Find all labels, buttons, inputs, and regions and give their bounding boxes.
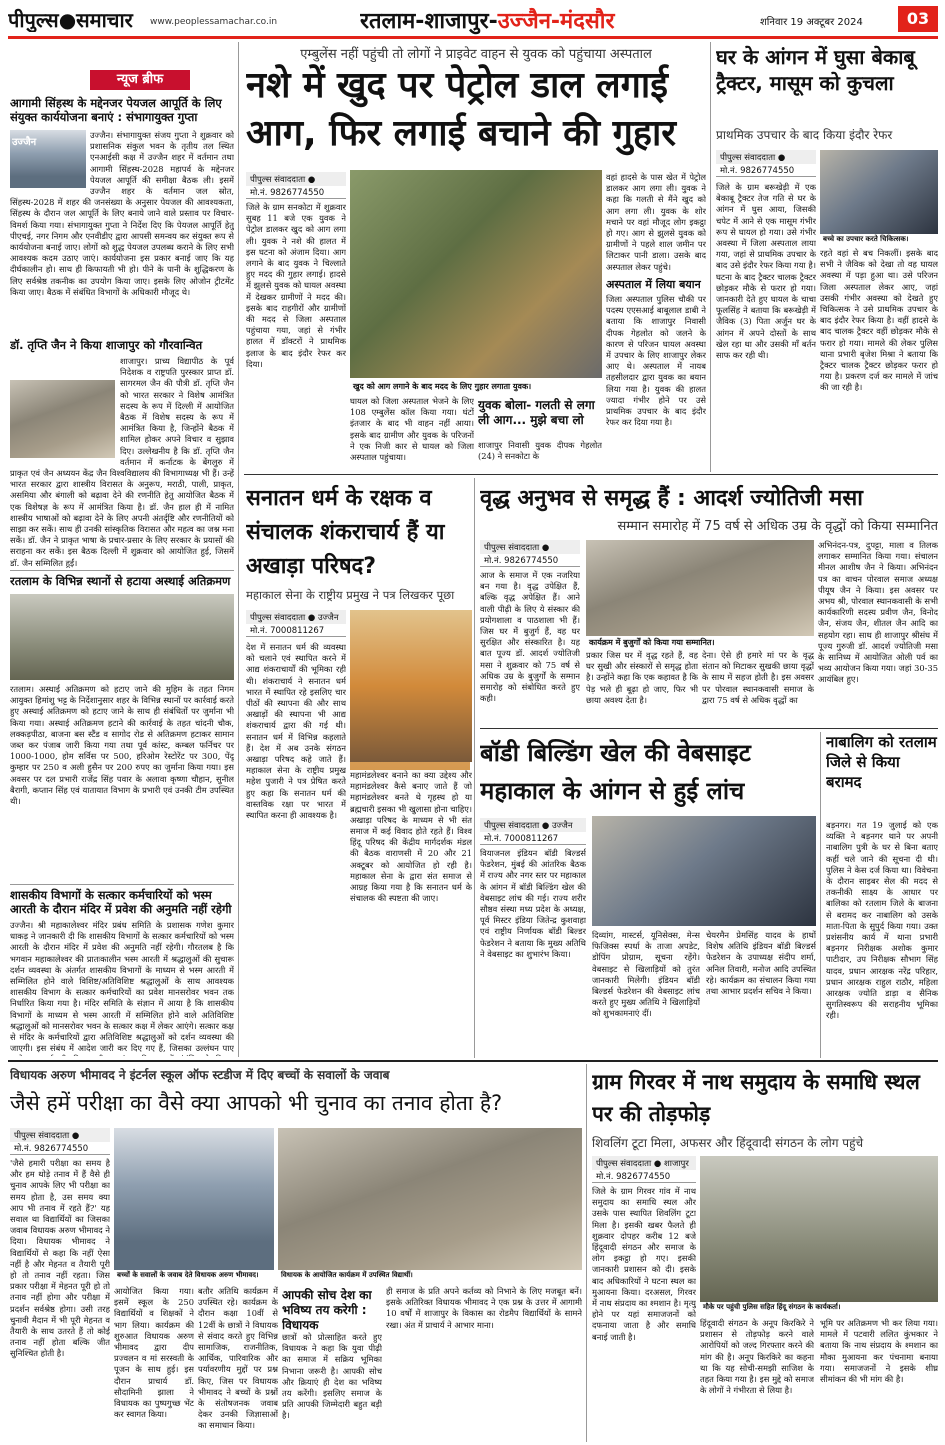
brief1-dateline: उज्जैन: [12, 137, 37, 146]
masthead-logo: [8, 6, 148, 32]
bodybuilding-photo: [592, 816, 816, 926]
column-divider: [586, 1064, 587, 1442]
bodybuilding-mobile: मो.नं. 7000811267: [480, 832, 586, 845]
petrol-col3: वहां हादसे के पास खेत में पेट्रोल डालकर आग लगा ली। युवक ने कहा कि गलती से मैंने खुद को आग लगा ली। युवक के शोर मचाने पर वहां मौजूद लोग इकट्ठा हो गए। आग से झुलसे युवक को ग्रामीणों ने पहले शाल जमीन पर लिटाकर पानी डाला। उसके बाद अस्पताल लेकर पहुंचे।: [606, 172, 706, 272]
page-number: 03: [898, 6, 938, 32]
brief3-body: रतलाम। अस्थाई अतिक्रमण को हटाए जाने की मुहिम के तहत निगम आयुक्त हिमांशु भट्ट के निर्देशानुसार शहर के विभिन्न स्थानों पर कार्रवाई करते हुए अस्थाई अतिक्रमण को हटाए जाने के साथ ही संबंधितों पर जुर्माना भी किया गया। अस्थाई अतिक्रमण हटाने की कार्रवाई के तहत चांदनी चौक, लक्कड़पीठा, बाजना बस स्टैंड व सागोद रोड से अतिक्रमण हटाकर सामान जब्त कर पंजाब जारी किया गया तथा पूर्व कांस्ट, कम्बल फर्निचर पर 1000-1000, होम सर्विस पर 500, हरिओम रेस्टोरेंट पर 300, पेंदू कुम्हार पर 250 व अली हुसैन पर 200 रुपए का जुर्माना किया गया। इस अवसर पर दल प्रभारी राजेंद्र सिंह पवार के अलावा कृष्णा चौहान, सुनील बैरागी, कप्तान सिंह एवं यातायात विभाग के प्रभारी एवं उनकी टीम उपस्थित थी।: [10, 684, 234, 807]
tractor-byline: पीपुल्स संवाददाता ●: [716, 150, 816, 164]
jyotishi-col1: आज के समाज में एक नजरिया बन गया है। वृद्ध उपेक्षित हैं, बल्कि वृद्ध अपेक्षित हैं। आने वाली पीढ़ी के लिए ये संस्कार की प्रयोगशाला व पाठशाला भी हैं। जिस घर में बुजुर्ग हैं, वह घर सुरक्षित और संस्कारित है। यह बात पूज्य डॉ. आदर्श ज्योतिजी मसा ने शुक्रवार को 75 वर्ष से अधिक उम्र के बुजुर्गों के सम्मान समारोह को संबोधित करते हुए कही।: [480, 570, 580, 704]
tractor-col1: जिले के ग्राम बरूखेड़ी में एक बेकाबू ट्रैक्टर तेज गति से घर के आंगन में घुस आया, जिसकी चपेट में आने से एक मासूम गंभीर रूप से घायल हो गया। उसे गंभीर अवस्था में जिला अस्पताल लाया गया, जहां से प्राथमिक उपचार के बाद उसे इंदौर रेफर किया गया है। घटना के बाद ट्रैक्टर चालक ट्रैक्टर छोड़कर मौके से फरार हो गया। जानकारी देते हुए घायल के चाचा फूलसिंह ने बताया कि बरूखेड़ी में जैविक (3) पिता अर्जुन घर के आंगन में अपने दोस्तों के साथ खेल रहा था और उसकी माँ बर्तन साफ कर रही थी।: [716, 182, 816, 361]
bodybuilding-col3: चेयरमैन प्रेमसिंह यादव के हाथों विशेष अतिथि इंडियन बॉडी बिल्डर्स फेडरेशन के उपाध्यक्ष संदीप शर्मा, अनिल तिवारी, मनोज आदि उपस्थित रहे। कार्यक्रम का संचालन किया गया तथा आभार प्रदर्शन सचिव ने किया।: [706, 930, 816, 997]
issue-date: शनिवार 19 अक्टूबर 2024: [760, 17, 863, 28]
exam-col5: ही समाज के प्रति अपने कर्तव्य को निभाने के लिए मजबूत बनें। इसके अतिरिक्त विधायक भीमावद ने एक प्रश्न के उत्तर में आगामी 10 वर्षों में शाजापुर के विकास का रोडमैप विद्यार्थियों के सामने रखा। अंत में प्राचार्य ने आभार माना।: [386, 1286, 582, 1330]
exam-col2: आयोजित किया गया। इसमें स्कूल के 250 विद्यार्थियों व शिक्षकों ने भाग लिया। कार्यक्रम की शुरुआत विधायक अरुण भीमावद द्वारा दीप प्रज्वलन व मां सरस्वती के पूजन के साथ हुई। इस दौरान प्राचार्य डॉ. सौदामिनी झाला ने विधायक का पुष्पगुच्छ भेंट कर स्वागत किया।: [114, 1286, 194, 1420]
jyotishi-mobile: मो.नं. 9826774550: [480, 554, 580, 567]
section-rule: [244, 474, 938, 475]
divider: [10, 884, 234, 885]
exam-mobile: मो.नं. 9826774550: [10, 1142, 110, 1155]
brief4-title: शासकीय विभागों के सत्कार कर्मचारियों को भस्म आरती के दौरान मंदिर में प्रवेश की अनुमति नहीं रहेगी: [10, 888, 232, 916]
jyotishi-byline: पीपुल्स संवाददाता ●: [480, 540, 580, 554]
brief1-body: [10, 130, 234, 338]
tractor-photo: [820, 150, 938, 234]
news-brief-tag: न्यूज ब्रीफ: [90, 70, 190, 90]
nabalig-body: बड़नगर। गत 19 जुलाई को एक व्यक्ति ने बड़नगर थाने पर अपनी नाबालिग पुत्री के घर से बिना बताए कहीं चले जाने की सूचना दी थी। पुलिस ने केस दर्ज किया था। विवेचना के दौरान साइबर सेल की मदद से तकनीकी साक्ष्य के आधार पर बालिका को रतलाम जिले के बाजना से बरामद कर नाबालिग को उसके माता-पिता के सुपुर्द किया गया। उक्त प्रशंसनीय कार्य में थाना प्रभारी बड़नगर निरीक्षक अशोक कुमार पाटीदार, उप निरीक्षक सौभाग सिंह यादव, प्रधान आरक्षक नरेंद्र परिहार, प्रधान आरक्षक राहुल राठौर, महिला आरक्षक ज्योति डाड़ा व सैनिक सुगतिस्वरूप की सराहनीय भूमिका रही।: [826, 820, 938, 1021]
shankaracharya-byline: पीपुल्स संवाददाता ● उज्जैन: [246, 610, 346, 624]
jyotishi-kicker: सम्मान समारोह में 75 वर्ष से अधिक उम्र के वृद्धों को किया सम्मानित: [617, 519, 938, 534]
shankaracharya-kicker: महाकाल सेना के राष्ट्रीय प्रमुख ने पत्र लिखकर पूछा: [246, 588, 455, 602]
region-title: [360, 5, 690, 35]
girwar-headline: ग्राम गिरवर में नाथ समुदाय के समाधि स्थल पर की तोड़फोड़: [592, 1070, 920, 1126]
website-url: www.peoplessamachar.co.in: [150, 17, 278, 27]
exam-pull-quote: आपकी सोच देश का भविष्य तय करेगी : विधायक: [282, 1288, 372, 1330]
exam-byline: पीपुल्स संवाददाता ●: [10, 1128, 110, 1142]
bodybuilding-byline: पीपुल्स संवाददाता ● उज्जैन: [480, 818, 586, 832]
jyotishi-col2: प्रकार जिस घर में वृद्ध रहते हैं, वह घर सुखी और संस्कारों से समृद्ध होता है। उन्होंने कहा कि एक कहावत है कि पेड़ भले ही बूढ़ा हो जाए, फिर भी छाया अवश्य देता है।: [586, 650, 698, 705]
petrol-subhead: अस्पताल में लिया बयान: [606, 278, 701, 291]
exam-photo1-caption: बच्चों के सवालों के जवाब देते विधायक अरुण भीमावद।: [114, 1270, 274, 1282]
section-rule: [8, 1060, 938, 1062]
bodybuilding-headline: बॉडी बिल्डिंग खेल की वेबसाइट महाकाल के आंगन से हुई लांच: [480, 739, 751, 805]
brief3-title: रतलाम के विभिन्न स्थानों से हटाया अस्थाई अतिक्रमण: [10, 574, 231, 588]
girwar-photo: [700, 1156, 938, 1302]
logo-dot: ●: [58, 8, 77, 32]
shankaracharya-mobile: मो.नं. 7000811267: [246, 624, 346, 637]
brief1-title: आगामी सिंहस्थ के मद्देनजर पेयजल आपूर्ति के लिए संयुक्त कार्ययोजना बनाएं : संभागायुक्त गुप्ता: [10, 96, 222, 124]
shankaracharya-photo-main: [350, 610, 472, 762]
shankaracharya-headline: सनातन धर्म के रक्षक व संचालक शंकराचार्य हैं या अखाड़ा परिषद?: [246, 486, 445, 579]
girwar-photo-caption: मौके पर पहुंची पुलिस सहित हिंदू संगठन के कार्यकर्ता।: [700, 1302, 938, 1314]
jyotishi-photo-caption: कार्यक्रम में बुजुर्गों को किया गया सम्मानित।: [586, 636, 814, 648]
petrol-kicker: एम्बुलेंस नहीं पहुंची तो लोगों ने प्राइवेट वाहन से युवक को पहुंचाया अस्पताल: [300, 47, 652, 62]
jyotishi-photo: [586, 540, 814, 636]
petrol-headline: नशे में खुद पर पेट्रोल डाल लगाई आग, फिर लगाई बचाने की गुहार: [246, 65, 677, 154]
masthead-rule: [8, 36, 938, 39]
exam-col3: बतौर अतिथि कार्यक्रम में उपस्थित रहे। कार्यक्रम के दौरान कक्षा 10वीं से 12वीं के छात्रों ने विधायक से संवाद करते हुए विभिन्न सामाजिक, राजनीतिक, आर्थिक, पारिवारिक और पर्यावरणीय मुद्दों पर प्रश्न किए, जिस पर विधायक भीमावद ने बच्चों के प्रश्नों के संतोषजनक जवाब देकर उनकी जिज्ञासाओं का समाधान किया।: [198, 1286, 278, 1431]
region-black: रतलाम-शाजापुर-: [360, 9, 498, 34]
section-rule: [480, 728, 938, 729]
tractor-kicker: प्राथमिक उपचार के बाद किया इंदौर रेफर: [716, 128, 893, 142]
girwar-byline: पीपुल्स संवाददाता ● शाजापुर: [592, 1156, 696, 1170]
petrol-col4: जिला अस्पताल पुलिस चौकी पर पदस्थ एएसआई बाबूलाल डाबी ने बताया कि शाजापुर निवासी दीपक गेहलोत को जलने के कारण से परिजन घायल अवस्था में उपचार के लिए शाजापुर लेकर आए थे। अस्पताल में नायब तहसीलदार द्वारा युवक का बयान लिया गया है। युवक की हालत ज्यादा गंभीर होने पर उसे प्राथमिक उपचार के बाद इंदौर रेफर कर दिया गया है।: [606, 294, 706, 428]
brief2-title: डॉ. तृप्ति जैन ने किया शाजापुर को गौरवान्वित: [10, 338, 203, 352]
petrol-col2: घायल को जिला अस्पताल भेजने के लिए 108 एम्बुलेंस कॉल किया गया। घंटों इंतजार के बाद भी वाहन नहीं आया। इसके बाद ग्रामीण और युवक के परिजनों ने एक निजी कार से घायल को जिला अस्पताल पहुंचाया।: [350, 396, 474, 463]
petrol-pull-quote: युवक बोला- गलती से लगा ली आग... मुझे बचा लो: [478, 398, 595, 427]
exam-col1: 'जैसे हमारी परीक्षा का समय है और हम थोड़े तनाव में हैं वैसे ही चुनाव आपके लिए भी परीक्षा का समय होता है, उस समय क्या आप भी तनाव में रहते हैं?' यह सवाल था विद्यार्थियों का जिसका जवाब विधायक अरुण भीमावद ने दिया। विधायक भीमावद ने विद्यार्थियों से कहा कि नहीं ऐसा नहीं है और मेहनत व तैयारी पूरी हो तो तनाव नहीं रहता। जिस प्रकार परीक्षा में मेहनत पूरी हो तो तनाव नहीं होगा और परीक्षा में प्रदर्शन सर्वश्रेष्ठ होगा। उसी तरह चुनावी मैदान में भी पूरी मेहनत व तैयारी के साथ उतरते हैं तो कोई तनाव नहीं होता बल्कि जीत सुनिश्चित होती है।: [10, 1158, 110, 1359]
tractor-photo-caption: बच्चे का उपचार करते चिकित्सक।: [820, 234, 938, 246]
bodybuilding-col1: वियाजनल इंडियन बॉडी बिल्डर्स फेडरेशन, मुंबई की आंतरिक बैठक में राज्य और नगर स्तर पर महाकाल के आंगन में बॉडी बिल्डिंग खेल की वेबसाइट लांच की गई। राज्य शरीर सौष्ठव संस्था मध्य प्रदेश के अध्यक्ष, पूर्व मिस्टर इंडिया जितेन्द्र कुशवाहा एवं राष्ट्रीय निर्णायक बॉडी बिल्डर फेडरेशन ने बताया कि मुख्य अतिथि ने वेबसाइट का शुभारंभ किया।: [480, 848, 586, 959]
petrol-col5: शाजापुर निवासी युवक दीपक गेहलोत (24) ने सनकोटा के: [478, 440, 602, 462]
column-divider: [238, 42, 239, 1057]
region-red: उज्जैन-मंदसौर: [497, 9, 615, 34]
jyotishi-col3: देना। ऐसे ही हमारे मां पर के वृद्ध संतान को मिटाकर सुखकी छाया वृद्धों के साथ में सहज होती है। इस अवसर पर पोरवाल स्थानकवासी समाज के द्वारा 75 वर्ष से अधिक वृद्धों का: [702, 650, 814, 705]
tractor-mobile: मो.नं. 9826774550: [716, 164, 816, 177]
exam-kicker: विधायक अरुण भीमावद ने इंटर्नल स्कूल ऑफ स्टडीज में दिए बच्चों के सवालों के जवाब: [10, 1068, 390, 1082]
girwar-mobile: मो.नं. 9826774550: [592, 1170, 696, 1183]
brief2-text: शाजापुर। प्राच्य विद्यापीठ के पूर्व निदेशक व राष्ट्रपति पुरस्कार प्राप्त डॉ. सागरमल जैन की पौत्री डॉ. तृप्ति जैन को भारत सरकार ने विशेष आमंत्रित सदस्य के रूप में दिल्ली में आयोजित बैठक में विशेष सदस्य के रूप में आमंत्रित किया है, जिन्होंने बैठक में शामिल होकर अपने विचार व सुझाव दिए। उल्लेखनीय है कि डॉ. तृप्ति जैन वर्तमान में कर्नाटक के बेंगलुरु में प्राकृत एवं जैन अध्ययन केंद्र जैन विश्वविद्यालय की विभागाध्यक्ष भी हैं। उन्हें भारत सरकार द्वारा शास्त्रीय विरासत के अनुरूप, मराठी, पाली, प्राकृत, असमिया और बंगाली को बढ़ावा देने की रणनीति हेतु आयोजित बैठक में एक विशेषज्ञ के रूप में आमंत्रित किया है। डॉ. जैन हाल ही में नामित शास्त्रीय भाषाओं को बढ़ावा देने के लिए अपनी अंतर्दृष्टि और रणनीतियों को साझा कर सकें। साथ ही उनकी सांस्कृतिक विरासत और महत्व का जश्न मना सकें। डॉ. जैन ने प्राकृत भाषा के प्रचार-प्रसार के लिए सरकार के प्रयासों की सराहना कर सकें। इस बैठक दिल्ली में शुक्रवार को आयोजित हुई, जिसमें डॉ. जैन सम्मिलित हुईं।: [10, 356, 234, 568]
exam-col4: छात्रों को प्रोत्साहित करते हुए विधायक ने कहा कि युवा पीढ़ी का समाज में सक्रिय भूमिका निभाना जरूरी है। आपकी सोच और क्रियाएं ही देश का भविष्य तय करेंगी। इसलिए समाज के प्रति आपकी जिम्मेदारी बहुत बड़ी है।: [282, 1332, 382, 1421]
exam-photo1: [114, 1128, 274, 1270]
petrol-col1: जिले के ग्राम सनकोटा में शुक्रवार सुबह 11 बजे एक युवक ने पेट्रोल डालकर खुद को आग लगा ली। युवक ने नशे की हालत में इस घटना को अंजाम दिया। आग लगाने के बाद युवक ने चिल्लाते हुए मदद की गुहार लगाई। हादसे में झुलसे युवक को घायल अवस्था में देखकर ग्रामीणों ने मदद की। इसके बाद राहगीरों और ग्रामीणों की मदद से जिला अस्पताल पहुंचाया गया, जहां से गंभीर हालत में डॉक्टरों ने प्राथमिक इलाज के बाद इंदौर रेफर कर दिया।: [246, 202, 346, 369]
tractor-headline: घर के आंगन में घुसा बेकाबू ट्रैक्टर, मासूम को कुचला: [716, 45, 915, 95]
tractor-col2: रहते वहां से बच निकलीं। इसके बाद सभी ने जैविक को देखा तो वह घायल अवस्था में पड़ा हुआ था। उसे परिजन जिला अस्पताल लेकर आए, जहां उसकी गंभीर अवस्था को देखते हुए चिकित्सक ने उसे प्राथमिक उपचार के बाद इंदौर रेफर किया है। वहीं हादसे के बाद चालक ट्रैक्टर वहीं छोड़कर मौके से फरार हो गया। मामले की लेकर पुलिस थाना प्रभारी बृजेश मिश्रा ने बताया कि ट्रैक्टर चालक ट्रैक्टर छोड़कर फरार हो गया है। प्रकरण दर्ज कर मामले में जांच की जा रही है।: [820, 248, 938, 393]
brief2-body: [10, 356, 234, 568]
column-divider: [820, 732, 821, 1058]
divider: [10, 570, 234, 571]
column-divider: [474, 478, 475, 1058]
brief4-body: उज्जैन। श्री महाकालेश्वर मंदिर प्रबंध समिति के प्रशासक गणेश कुमार धाकड़ ने जानकारी दी कि शासकीय विभागों के सत्कार कर्मचारियों को भस्म आरती के दौरान मंदिर में प्रवेश की अनुमति नहीं रहेगी। गौरतलब है कि भगवान महाकालेश्वर की प्रातःकालीन भस्म आरती में श्रद्धालुओं की सुचारू दर्शन व्यवस्था के अंतर्गत शासकीय विभागों के माध्यम से भस्म आरती में सम्मिलित होने वाले विशिष्ट/अतिविशिष्ट श्रद्धालुओं के साथ आवश्यक शासकीय विभाग के सत्कार कर्मचारियों का प्रवेश मानसरोवर भवन तक निर्धारित किया गया है। मंदिर समिति के संज्ञान में आया है कि शासकीय विभागों के माध्यम से भस्म आरती में सम्मिलित होने वाले अतिविशिष्ट श्रद्धालुओं को मानसरोवर भवन के सत्कार कक्ष में लेकर आएंगे। सत्कार कक्ष से मंदिर के कर्मचारियों द्वारा अतिविशिष्ट श्रद्धालुओं को दर्शन व्यवस्था की जाएगी। इस संबंध में आदेश जारी कर दिए गए हैं, जिसका उल्लंघन पाए: [10, 920, 234, 1054]
nabalig-headline: नाबालिग को रतलाम जिले से किया बरामद: [826, 733, 937, 791]
exam-photo2-caption: विधायक के आयोजित कार्यक्रम में उपस्थित विद्यार्थी।: [278, 1270, 582, 1282]
petrol-byline: पीपुल्स संवाददाता ●: [246, 172, 346, 186]
logo-left: पीपुल्स: [8, 8, 59, 32]
girwar-col2: हिंदूवादी संगठन के अनूप किरकिरे ने प्रशासन से तोड़फोड़ करने वाले आरोपियों को जल्द गिरफ्तार करने की मांग की है। अनूप किरकिरे का कहना था कि यह सोची-समझी साजिश के तहत किया गया है। इस मुद्दे को समाज के लोगों ने गंभीरता से लिया है।: [700, 1318, 814, 1396]
girwar-kicker: शिवलिंग टूटा मिला, अफसर और हिंदूवादी संगठन के लोग पहुंचे: [592, 1136, 864, 1150]
petrol-photo-caption: खुद को आग लगाने के बाद मदद के लिए गुहार लगाता युवक।: [350, 380, 602, 392]
jyotishi-headline: वृद्ध अनुभव से समृद्ध हैं : आदर्श ज्योतिजी मसा: [480, 486, 863, 511]
shankaracharya-col2: महामंडलेश्वर बनाने का क्या उद्देश्य और महामंडलेश्वर कैसे बनाए जाते हैं जो महामंडलेश्वर बनते थे गृहस्थ हो या ब्रह्मचारी इसका भी खुलासा होना चाहिए। अखाड़ा परिषद के माध्यम से भी संत समाज में कई विवाद होते रहते हैं। विश्व हिंदू परिषद की केंद्रीय मार्गदर्शक मंडल की बैठक वाराणसी में 20 और 21 अक्टूबर को आयोजित हो रही है। महाकाल सेना के द्वारा संत समाज से आग्रह किया गया है कि सनातन धर्म के संचालक की स्पष्टता की जाए।: [350, 770, 472, 1056]
petrol-photo: [350, 170, 602, 378]
exam-headline: जैसे हमें परीक्षा का वैसे क्या आपको भी चुनाव का तनाव होता है?: [10, 1091, 503, 1115]
brief3-photo: [10, 594, 234, 680]
girwar-col1: जिले के ग्राम गिरवर गांव में नाथ समुदाय का समाधि स्थल और उसके पास स्थापित शिवलिंग टूटा मिला है। इसकी खबर फैलते ही शुक्रवार दोपहर करीब 12 बजे हिंदूवादी संगठन और समाज के लोग इकट्ठा हो गए। इसकी जानकारी प्रशासन को दी। इसके बाद अधिकारियों ने घटना स्थल का मुआयना किया। दरअसल, गिरवर में नाथ संप्रदाय का श्मशान है। मृत्यु होने पर यहां समाजजनों को दफनाया जाता है और समाधि बनाई जाती है।: [592, 1186, 696, 1342]
shankaracharya-col1: देश में सनातन धर्म की व्यवस्था को चलाने एवं स्थापित करने में आद्य शंकराचार्यों की भूमिका रही थी। शंकराचार्य ने सनातन धर्म भारत में स्थापित रहे इसलिए चार पीठों की स्थापना की और साथ अखाड़ों की स्थापना भी आद्य शंकराचार्य द्वारा की गई थी। सनातन धर्म में विभिन्न कहलाते हैं। देश में अब उनके संगठन अखाड़ा परिषद कहे जाते हैं। महाकाल सेना के राष्ट्रीय प्रमुख महेश पुजारी ने पत्र प्रेषित करते हुए कहा कि सनातन धर्म की वास्तविक रक्षा पर भारत में स्थापित करना ही आवश्यक है।: [246, 642, 346, 821]
petrol-mobile: मो.नं. 9826774550: [246, 186, 346, 199]
brief1-text: उज्जैन। संभागायुक्त संजय गुप्ता ने शुक्रवार को प्रशासनिक संकुल भवन के तृतीय तल स्थित एनआईसी कक्ष में उज्जैन शहर में वर्तमान तथा आगामी सिंहस्थ-2028 महापर्व के मद्देनजर पेयजल आपूर्ति की समीक्षा बैठक ली। इसमें उज्जैन शहर के वर्तमान जल स्रोत, सिंहस्थ-2028 में शहर की जनसंख्या के अनुसार पेयजल की आवश्यकता, सिंहस्थ के दौरान जल आपूर्ति के लिए बनाये जाने वाले प्रस्ताव पर विचार-विमर्श किया गया। संभागायुक्त गुप्ता ने निर्देश दिए कि पेयजल आपूर्ति हेतु पीएचई, नगर निगम और एनवीडीए द्वारा आपसी समन्वय कर संयुक्त रूप से कार्ययोजना बनाई जाए। लोगों को शुद्ध पेयजल उपलब्ध कराने के लिए सभी आवश्यक कदम उठाए जाएं। कार्ययोजना इस प्रकार बनाई जाए कि यह दीर्घकालीन हो। साथ ही किफायती भी हो। पीने के पानी के शुद्धिकरण के लिए सर्वश्रेष्ठ तकनीक का उपयोग किया जाए। इसके लिए ओजोन ट्रीटमेंट किया जाए। बैठक में संबंधित विभागों के अधिकारी मौजूद थे।: [10, 130, 234, 297]
girwar-col3: भूमि पर अतिक्रमण भी कर लिया गया। मामले में पटवारी ललित कुंभकार ने बताया कि नाथ संप्रदाय के श्मशान का मौका मुआयना कर पंचनामा बनाया गया। समाजजनों ने इसके शीघ्र सीमांकन की भी मांग की है।: [820, 1318, 938, 1385]
logo-right: समाचार: [76, 8, 133, 32]
column-divider: [710, 42, 711, 472]
jyotishi-col4: अभिनंदन-पत्र, दुपट्टा, माला व तिलक लगाकर सम्मानित किया गया। संचालन मीनल आशीष जैन ने किया। अभिनंदन पत्र का वाचन पोरवाल समाज अध्यक्ष पीयूष जैन ने किया। इस अवसर पर अभय श्री, पोरवाल स्थानकवासी के सभी कार्यकारिणी सदस्य प्रवीण जैन, विनोद जैन, संजय जैन, शीतल जैन आदि का सहयोग रहा। साथ ही शाजापुर श्रीसंघ में पूज्य गुरुजी डॉ. आदर्श ज्योतिजी मसा के सानिध्य में आयोजित ओली पर्व का भव्य आयोजन किया गया। जहां 30-35 आयंबिल हुए।: [818, 540, 938, 685]
exam-photo2: [278, 1128, 582, 1270]
bodybuilding-col2: दिव्यांग, मास्टर्स, यूनिसेक्स, मेन्स फिजिक्स स्पर्धा के ताजा अपडेट, डोपिंग प्रोग्राम, सूचना रहेंगे। वेबसाइट से खिलाड़ियों को तुरंत जानकारी मिलेगी। इंडियन बॉडी बिल्डर्स फेडरेशन की वेबसाइट लांच करते हुए मुख्य अतिथि ने खिलाड़ियों को शुभकामनाएं दीं।: [592, 930, 700, 1019]
